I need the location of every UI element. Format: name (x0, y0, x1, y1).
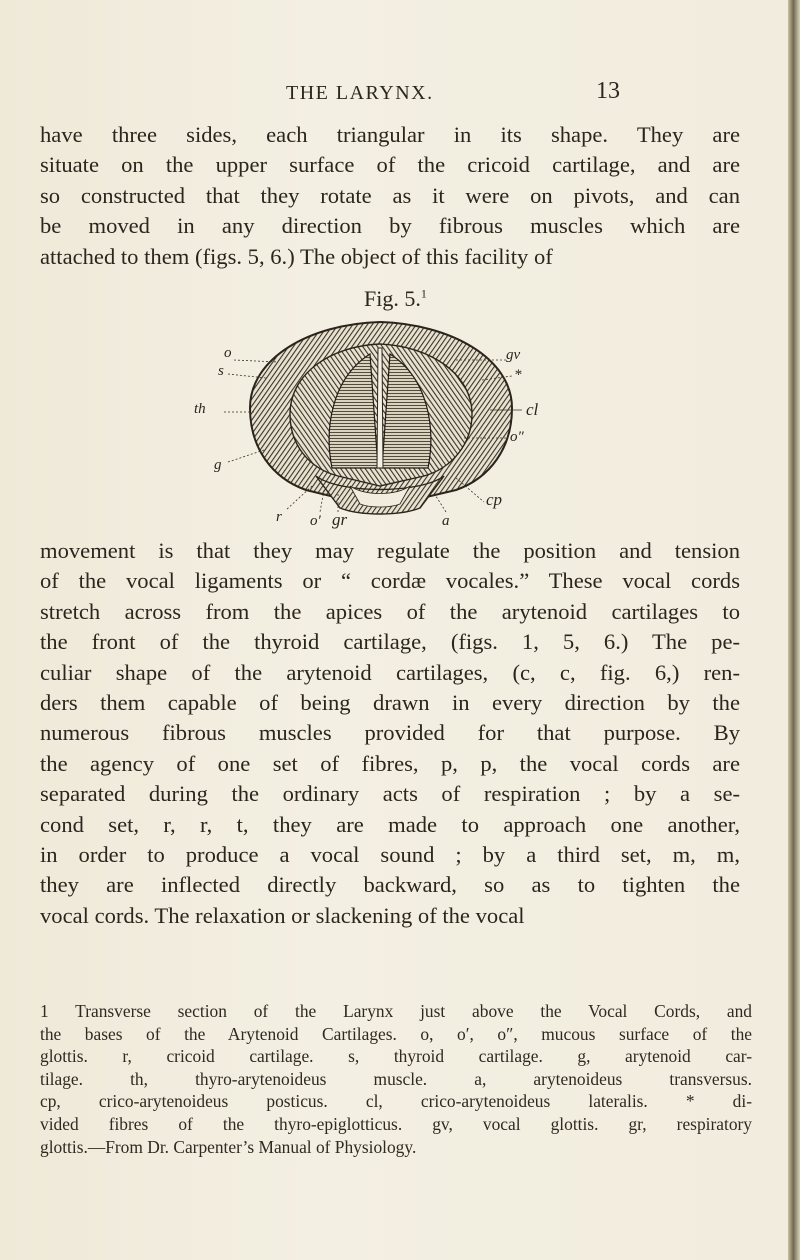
page-edge-shadow (788, 0, 800, 1260)
footnote-line: vided fibres of the thyro-epiglotticus. gv, vocal glottis. gr, respiratory (40, 1114, 752, 1134)
page-number: 13 (596, 78, 620, 104)
label-o-prime: o′ (310, 513, 321, 529)
footnote-line: the bases of the Arytenoid Cartilages. o, o′, o″, mucous surface of the (40, 1023, 752, 1044)
footnote-line: glottis. r, cricoid cartilage. s, thyroid cartilage. g, arytenoid car- (40, 1046, 752, 1067)
text-line: ders them capable of being drawn in every direction by the (40, 690, 740, 716)
label-th: th (194, 401, 206, 417)
text-line: attached to them (figs. 5, 6.) The object of this facility of (40, 243, 553, 269)
text-line: in order to produce a vocal sound ; by a third set, m, m, (40, 842, 740, 868)
label-r: r (276, 509, 282, 525)
page-header (0, 76, 800, 112)
text-line: the agency of one set of fibres, p, p, the vocal cords are (40, 750, 740, 776)
text-line: have three sides, each triangular in its shape. They are (40, 122, 740, 147)
larynx-illustration (194, 318, 540, 530)
text-line: cond set, r, r, t, they are made to approach one another, (40, 811, 740, 837)
footnote-line: 1 Transverse section of the Larynx just above the Vocal Cords, and (40, 1001, 752, 1021)
footnote-line: glottis.—From Dr. Carpenter’s Manual of Physiology. (40, 1136, 417, 1157)
text-line: vocal cords. The relaxation or slackening of the vocal (40, 902, 525, 928)
label-g-left: g (214, 457, 222, 473)
label-o-top: o (224, 345, 232, 361)
text-line: the front of the thyroid cartilage, (figs. 1, 5, 6.) The pe- (40, 629, 740, 655)
text-line: stretch across from the apices of the arytenoid cartilages to (40, 598, 740, 624)
label-cp: cp (486, 490, 503, 509)
footnote-line: tilage. th, thyro-arytenoideus muscle. a, arytenoideus transversus. (40, 1068, 752, 1089)
text-line: situate on the upper surface of the cricoid cartilage, and are (40, 152, 740, 178)
running-head: THE LARYNX. (286, 82, 434, 104)
text-line: so constructed that they rotate as it were on pivots, and can (40, 182, 740, 208)
figure-caption (364, 286, 427, 312)
label-cl: cl (526, 400, 539, 419)
label-gv: gv (506, 347, 521, 363)
text-line: numerous fibrous muscles provided for that purpose. By (40, 720, 740, 746)
label-asterisk: * (514, 367, 522, 383)
footnote-marker: 1 (420, 286, 427, 301)
figure-caption-text: Fig. 5. (364, 286, 421, 311)
paragraph-2 (40, 536, 740, 931)
text-line: they are inflected directly backward, so as to tighten the (40, 872, 740, 898)
text-line: of the vocal ligaments or “ cordæ vocales.” These vocal cords (40, 568, 740, 594)
paragraph-1 (40, 120, 740, 272)
label-s: s (218, 363, 224, 379)
label-gr: gr (332, 510, 348, 529)
label-a: a (442, 513, 450, 529)
footnote-line: cp, crico-arytenoideus posticus. cl, crico-arytenoideus lateralis. * di- (40, 1091, 752, 1112)
text-line: movement is that they may regulate the position and tension (40, 538, 740, 563)
text-line: be moved in any direction by fibrous muscles which are (40, 213, 740, 239)
text-line: separated during the ordinary acts of respiration ; by a se- (40, 781, 740, 807)
label-o-double: o″ (510, 429, 524, 445)
text-line: culiar shape of the arytenoid cartilages, (c, c, fig. 6,) ren- (40, 659, 740, 685)
